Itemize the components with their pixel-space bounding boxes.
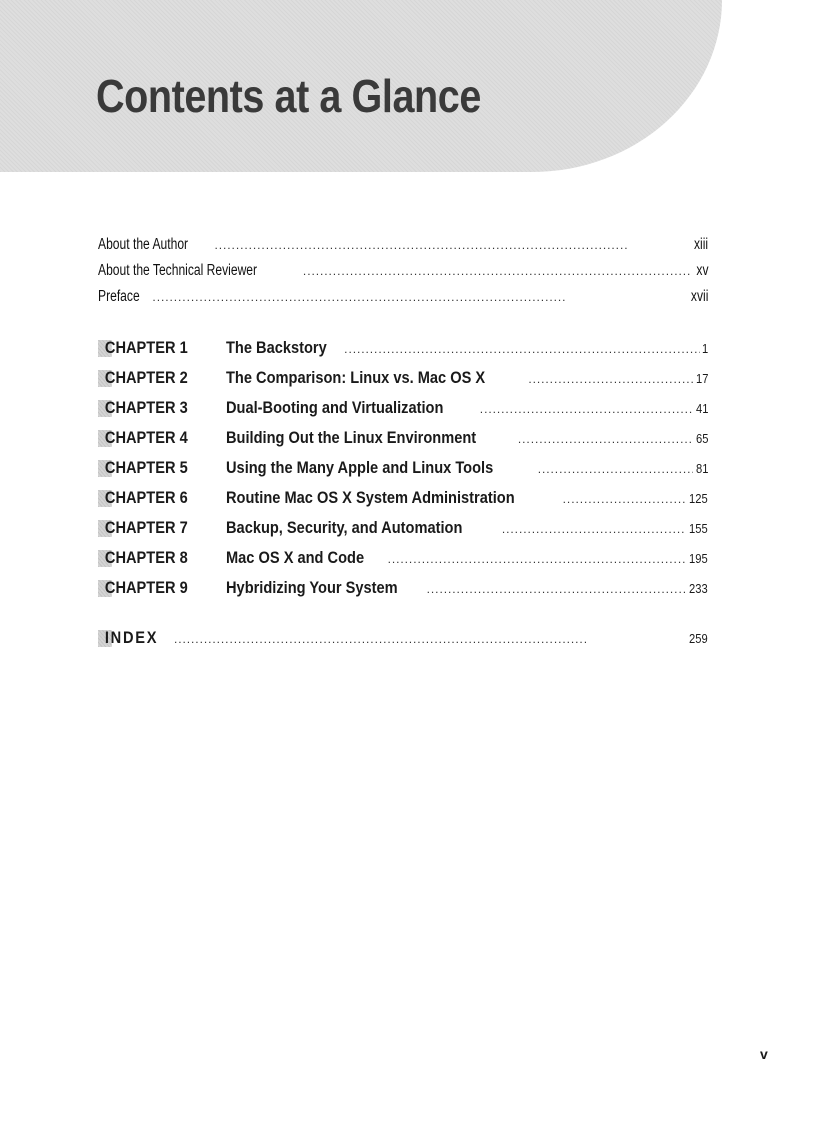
toc-chapter-3[interactable] — [98, 398, 708, 418]
toc-entry-title: Preface — [98, 288, 140, 305]
toc-index[interactable] — [98, 628, 708, 648]
chapter-title: Mac OS X and Code — [226, 548, 365, 567]
chapter-title: The Backstory — [226, 338, 327, 357]
chapter-label: CHAPTER 5 — [98, 458, 208, 478]
chapter-title: Building Out the Linux Environment — [226, 428, 477, 447]
toc-entry-about-author[interactable] — [98, 236, 708, 254]
index-label: INDEX — [98, 628, 151, 648]
chapter-title: Hybridizing Your System — [226, 578, 398, 597]
dot-leader — [518, 432, 693, 446]
toc-chapter-5[interactable] — [98, 458, 708, 478]
chapter-page: 195 — [689, 551, 708, 566]
chapter-page: 1 — [701, 341, 708, 356]
toc-entry-title: About the Technical Reviewer — [98, 262, 258, 279]
chapter-title: The Comparison: Linux vs. Mac OS X — [226, 368, 486, 387]
chapter-label: CHAPTER 6 — [98, 488, 208, 508]
toc-chapter-2[interactable] — [98, 368, 708, 388]
chapter-label: CHAPTER 3 — [98, 398, 208, 418]
chapter-title: Dual-Booting and Virtualization — [226, 398, 444, 417]
dot-leader — [528, 372, 692, 386]
chapter-label: CHAPTER 8 — [98, 548, 208, 568]
toc-chapter-1[interactable] — [98, 338, 708, 358]
dot-leader — [152, 290, 684, 304]
chapter-label: CHAPTER 9 — [98, 578, 208, 598]
toc-entry-about-reviewer[interactable] — [98, 262, 708, 280]
chapter-title: Using the Many Apple and Linux Tools — [226, 458, 494, 477]
toc-entry-preface[interactable] — [98, 288, 708, 306]
toc-chapter-4[interactable] — [98, 428, 708, 448]
chapter-label: CHAPTER 7 — [98, 518, 208, 538]
chapter-page: 155 — [689, 521, 708, 536]
chapter-page: 125 — [689, 491, 708, 506]
toc-entry-page: xv — [695, 262, 708, 279]
chapter-label: CHAPTER 2 — [98, 368, 208, 388]
chapter-title: Backup, Security, and Automation — [226, 518, 463, 537]
toc-chapter-6[interactable] — [98, 488, 708, 508]
dot-leader — [303, 264, 692, 278]
toc-entry-page: xiii — [693, 236, 708, 253]
page-number: v — [760, 1046, 768, 1062]
dot-leader — [174, 632, 685, 646]
toc-entry-title: About the Author — [98, 236, 189, 253]
dot-leader — [563, 492, 686, 506]
index-page: 259 — [689, 631, 708, 646]
toc-chapter-8[interactable] — [98, 548, 708, 568]
toc-chapter-7[interactable] — [98, 518, 708, 538]
page-title: Contents at a Glance — [96, 70, 481, 122]
chapter-page: 17 — [695, 371, 708, 386]
chapter-title: Routine Mac OS X System Administration — [226, 488, 515, 507]
toc-chapter-9[interactable] — [98, 578, 708, 598]
chapter-page: 233 — [689, 581, 708, 596]
dot-leader — [480, 402, 693, 416]
dot-leader — [427, 582, 686, 596]
dot-leader — [538, 462, 693, 476]
dot-leader — [344, 342, 700, 356]
chapter-label: CHAPTER 4 — [98, 428, 208, 448]
dot-leader — [214, 238, 688, 252]
chapter-page: 65 — [695, 431, 708, 446]
toc-entry-page: xvii — [690, 288, 708, 305]
dot-leader — [388, 552, 686, 566]
chapter-label: CHAPTER 1 — [98, 338, 208, 358]
chapter-page: 41 — [695, 401, 708, 416]
chapter-page: 81 — [695, 461, 708, 476]
dot-leader — [502, 522, 685, 536]
